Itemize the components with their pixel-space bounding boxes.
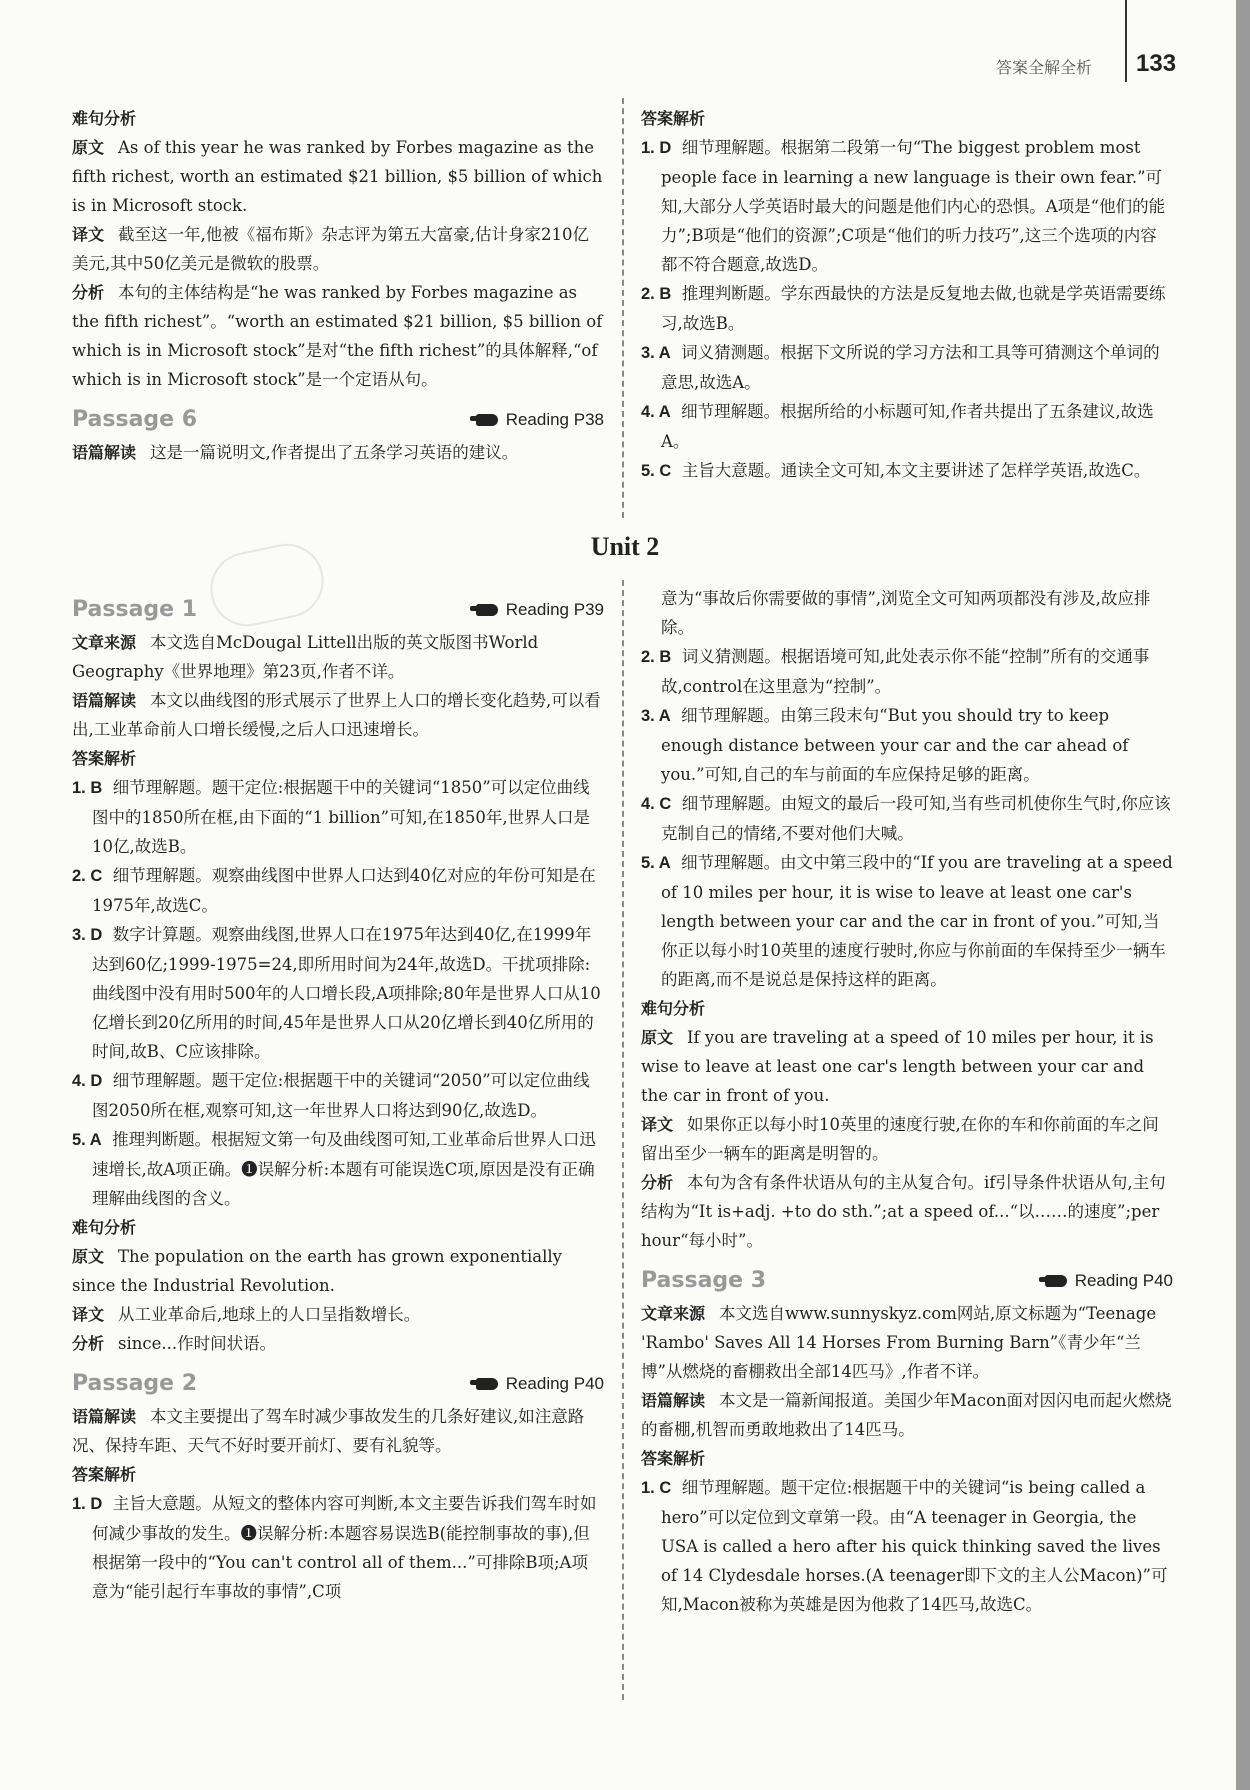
list-item xyxy=(641,338,1173,397)
list-item xyxy=(641,789,1173,848)
ypjd-label: 语篇解读 xyxy=(72,443,137,462)
source-para xyxy=(72,628,604,686)
item-number: 2. B xyxy=(641,285,672,303)
yiwen-text: 从工业革命后,地球上的人口呈指数增长。 xyxy=(118,1305,421,1324)
column-divider-top xyxy=(622,98,624,518)
ypjd-para xyxy=(72,686,604,744)
passage6-title: Passage 6 xyxy=(72,406,198,432)
list-item xyxy=(641,701,1173,789)
item-text: 细节理解题。题干定位:根据题干中的关键词“is being called a hero”可以定位到文章第一段。由“A teenager in Georgia, the USA is called a hero after his quick thinking saved the lives of 14 Clydesdale horses.(A teenager即下文的主人公Macon)”可知,Macon被称为英雄是因为他救了14匹马,故选C。 xyxy=(661,1478,1168,1614)
fenxi-text: 本句为含有条件状语从句的主从复合句。if引导条件状语从句,主句结构为“It is+adj. +to do sth.”;at a speed of...“以……的速度”;per hour“每小时”。 xyxy=(641,1173,1166,1250)
column-divider-bottom xyxy=(622,580,624,1700)
item-number: 5. C xyxy=(641,462,672,480)
item-number: 1. B xyxy=(72,779,103,797)
list-item xyxy=(641,848,1173,994)
passage1-title: Passage 1 xyxy=(72,596,198,622)
item-text: 细节理解题。根据所给的小标题可知,作者共提出了五条建议,故选A。 xyxy=(661,402,1154,451)
fenxi-para xyxy=(72,278,604,394)
ypjd-text: 本文以曲线图的形式展示了世界上人口的增长变化趋势,可以看出,工业革命前人口增长缓慢,之后人口迅速增长。 xyxy=(72,691,601,739)
yiwen-para xyxy=(72,220,604,278)
passage1-ref-text: Reading P39 xyxy=(505,599,604,619)
ypjd-para xyxy=(641,1386,1173,1444)
item-number: 2. C xyxy=(72,867,103,885)
item-text: 细节理解题。题干定位:根据题干中的关键词“2050”可以定位曲线图2050所在框,观察可知,这一年世界人口将达到90亿,故选D。 xyxy=(92,1071,590,1120)
yiwen-para xyxy=(641,1110,1173,1168)
passage3-header xyxy=(641,1263,1173,1297)
ypjd-label: 语篇解读 xyxy=(72,691,137,710)
source-label: 文章来源 xyxy=(72,633,137,652)
list-item xyxy=(72,773,604,861)
nanju-heading: 难句分析 xyxy=(72,1218,137,1237)
item-text: 推理判断题。根据短文第一句及曲线图可知,工业革命后世界人口迅速增长,故A项正确。❶误解分析:本题有可能误选C项,原因是没有正确理解曲线图的含义。 xyxy=(92,1130,596,1208)
item-number: 4. A xyxy=(641,403,671,421)
pointing-hand-icon xyxy=(476,414,498,426)
yiwen-text: 如果你正以每小时10英里的速度行驶,在你的车和你前面的车之间留出至少一辆车的距离是明智的。 xyxy=(641,1115,1159,1163)
passage6-ref xyxy=(476,405,604,434)
list-item xyxy=(72,1125,604,1213)
item-number: 2. B xyxy=(641,648,672,666)
fenxi-label: 分析 xyxy=(72,1334,105,1353)
passage2-title: Passage 2 xyxy=(72,1370,198,1396)
ypjd-text: 本文主要提出了驾车时减少事故发生的几条好建议,如注意路况、保持车距、天气不好时要开前灯、要有礼貌等。 xyxy=(72,1407,585,1455)
fenxi-para xyxy=(641,1168,1173,1255)
header-label: 答案全解全析 xyxy=(996,58,1093,77)
passage2-header xyxy=(72,1366,604,1400)
yuanwen-text: If you are traveling at a speed of 10 miles per hour, it is wise to leave at least one car's length between your car and the car in front of you. xyxy=(641,1028,1154,1105)
p2-ypjd-para xyxy=(72,1402,604,1460)
yiwen-text: 截至这一年,他被《福布斯》杂志评为第五大富豪,估计身家210亿美元,其中50亿美元是微软的股票。 xyxy=(72,225,589,273)
yuanwen-para xyxy=(72,1242,604,1300)
item-text: 细节理解题。由短文的最后一段可知,当有些司机使你生气时,你应该克制自己的情绪,不要对他们大喊。 xyxy=(661,794,1171,843)
item-text: 细节理解题。题干定位:根据题干中的关键词“1850”可以定位曲线图中的1850所在框,由下面的“1 billion”可知,在1850年,世界人口是10亿,故选B。 xyxy=(92,778,591,856)
ypjd-label: 语篇解读 xyxy=(72,1407,137,1426)
pointing-hand-icon xyxy=(476,1378,498,1390)
source-text: 本文选自McDougal Littell出版的英文版图书World Geography《世界地理》第23页,作者不详。 xyxy=(72,633,539,681)
item-text: 数字计算题。观察曲线图,世界人口在1975年达到40亿,在1999年达到60亿;1999-1975=24,即所用时间为24年,故选D。干扰项排除:曲线图中没有用时500年的人口增长段,A项排除;80年是世界人口从10亿增长到20亿所用的时间,45年是世界人口从20亿增长到40亿所用的时间,故B、C应该排除。 xyxy=(92,925,601,1061)
item-text: 细节理解题。观察曲线图中世界人口达到40亿对应的年份可知是在1975年,故选C。 xyxy=(92,866,596,915)
p6-ypjd-para xyxy=(72,438,604,467)
item-text: 细节理解题。由第三段末句“But you should try to keep enough distance between your car and the car ahead of you.”可知,自己的车与前面的车应保持足够的距离。 xyxy=(661,706,1129,784)
item-number: 1. C xyxy=(641,1479,672,1497)
item-number: 5. A xyxy=(641,854,671,872)
list-item xyxy=(72,1489,604,1606)
item-text: 词义猜测题。根据语境可知,此处表示你不能“控制”所有的交通事故,control在这里意为“控制”。 xyxy=(661,647,1150,696)
passage1-header xyxy=(72,592,604,626)
passage6-header xyxy=(72,402,604,436)
passage3-title: Passage 3 xyxy=(641,1267,767,1293)
right-bottom-column xyxy=(641,584,1173,1619)
nanju-heading: 难句分析 xyxy=(641,999,706,1018)
passage3-ref-text: Reading P40 xyxy=(1074,1270,1173,1290)
daan-heading: 答案解析 xyxy=(72,1465,137,1484)
list-item xyxy=(641,456,1173,486)
yuanwen-label: 原文 xyxy=(641,1028,674,1047)
yuanwen-para xyxy=(72,133,604,220)
item-text: 主旨大意题。从短文的整体内容可判断,本文主要告诉我们驾车时如何减少事故的发生。❶误解分析:本题容易误选B(能控制事故的事),但根据第一段中的“You can't control all of them...”可排除B项;A项意为“能引起行车事故的事情”,C项 xyxy=(92,1494,597,1601)
yiwen-label: 译文 xyxy=(72,225,105,244)
list-item xyxy=(72,861,604,920)
yuanwen-text: As of this year he was ranked by Forbes magazine as the fifth richest, worth an estimated $21 billion, $5 billion of which is in Microsoft stock. xyxy=(72,138,603,215)
yiwen-para xyxy=(72,1300,604,1329)
yuanwen-label: 原文 xyxy=(72,138,105,157)
item-number: 3. A xyxy=(641,707,671,725)
list-item xyxy=(641,1473,1173,1619)
item-number: 1. D xyxy=(72,1495,103,1513)
item-text: 推理判断题。学东西最快的方法是反复地去做,也就是学英语需要练习,故选B。 xyxy=(661,284,1166,333)
item-number: 3. D xyxy=(72,926,103,944)
ypjd-text: 本文是一篇新闻报道。美国少年Macon面对因闪电而起火燃烧的畜棚,机智而勇敢地救出了14匹马。 xyxy=(641,1391,1172,1439)
yiwen-label: 译文 xyxy=(72,1305,105,1324)
source-text: 本文选自www.sunnyskyz.com网站,原文标题为“Teenage 'Rambo' Saves All 14 Horses From Burning Barn”《青少年“兰博”从燃烧的畜棚救出全部14匹马》,作者不详。 xyxy=(641,1304,1157,1381)
header-rule xyxy=(1125,0,1127,82)
continued-text: 意为“事故后你需要做的事情”,浏览全文可知两项都没有涉及,故应排除。 xyxy=(661,589,1151,637)
item-number: 5. A xyxy=(72,1131,102,1149)
page-number: 133 xyxy=(1136,50,1177,77)
item-number: 3. A xyxy=(641,344,671,362)
left-bottom-column xyxy=(72,584,604,1606)
list-item xyxy=(641,279,1173,338)
yuanwen-para xyxy=(641,1023,1173,1110)
ypjd-text: 这是一篇说明文,作者提出了五条学习英语的建议。 xyxy=(150,443,519,462)
nanju-heading: 难句分析 xyxy=(72,109,137,128)
fenxi-text: since...作时间状语。 xyxy=(118,1334,277,1353)
source-label: 文章来源 xyxy=(641,1304,706,1323)
item-number: 1. D xyxy=(641,139,672,157)
left-top-column xyxy=(72,104,604,467)
source-para xyxy=(641,1299,1173,1386)
fenxi-label: 分析 xyxy=(72,283,105,302)
list-item xyxy=(641,133,1173,279)
item-text: 主旨大意题。通读全文可知,本文主要讲述了怎样学英语,故选C。 xyxy=(681,461,1151,480)
ypjd-label: 语篇解读 xyxy=(641,1391,706,1410)
item-text: 词义猜测题。根据下文所说的学习方法和工具等可猜测这个单词的意思,故选A。 xyxy=(661,343,1160,392)
daan-heading: 答案解析 xyxy=(641,109,706,128)
daan-heading: 答案解析 xyxy=(641,1449,706,1468)
unit-title: Unit 2 xyxy=(590,532,660,561)
list-item xyxy=(641,397,1173,456)
daan-heading: 答案解析 xyxy=(72,749,137,768)
page-binding-edge xyxy=(1236,0,1250,1790)
list-item xyxy=(72,920,604,1066)
item-number: 4. D xyxy=(72,1072,103,1090)
yiwen-label: 译文 xyxy=(641,1115,674,1134)
list-item xyxy=(72,1066,604,1125)
item-text: 细节理解题。根据第二段第一句“The biggest problem most people face in learning a new language is their own fear.”可知,大部分人学英语时最大的问题是他们内心的恐惧。A项是“他们的能力”;B项是“他们的资源”;C项是“他们的听力技巧”,这三个选项的内容都不符合题意,故选D。 xyxy=(661,138,1166,274)
item-text: 细节理解题。由文中第三段中的“If you are traveling at a speed of 10 miles per hour, it is wise to leave at least one car's length between your car and the car in front of you.”可知,当你正以每小时10英里的速度行驶时,你应与你前面的车保持至少一辆车的距离,而不是说总是保持这样的距离。 xyxy=(661,853,1173,989)
pointing-hand-icon xyxy=(1045,1275,1067,1287)
right-top-column xyxy=(641,104,1173,486)
yuanwen-text: The population on the earth has grown exponentially since the Industrial Revolution. xyxy=(72,1247,562,1295)
fenxi-para xyxy=(72,1329,604,1358)
list-item xyxy=(641,642,1173,701)
pointing-hand-icon xyxy=(476,604,498,616)
fenxi-label: 分析 xyxy=(641,1173,674,1192)
passage1-ref xyxy=(476,595,604,624)
passage2-ref xyxy=(476,1369,604,1398)
item-number: 4. C xyxy=(641,795,672,813)
fenxi-text: 本句的主体结构是“he was ranked by Forbes magazine as the fifth richest”。“worth an estimated $21 billion, $5 billion of which is in Microsoft stock”是对“the fifth richest”的具体解释,“of which is in Microsoft stock”是一个定语从句。 xyxy=(72,283,603,389)
passage6-ref-text: Reading P38 xyxy=(505,409,604,429)
passage2-ref-text: Reading P40 xyxy=(505,1373,604,1393)
yuanwen-label: 原文 xyxy=(72,1247,105,1266)
passage3-ref xyxy=(1045,1266,1173,1295)
